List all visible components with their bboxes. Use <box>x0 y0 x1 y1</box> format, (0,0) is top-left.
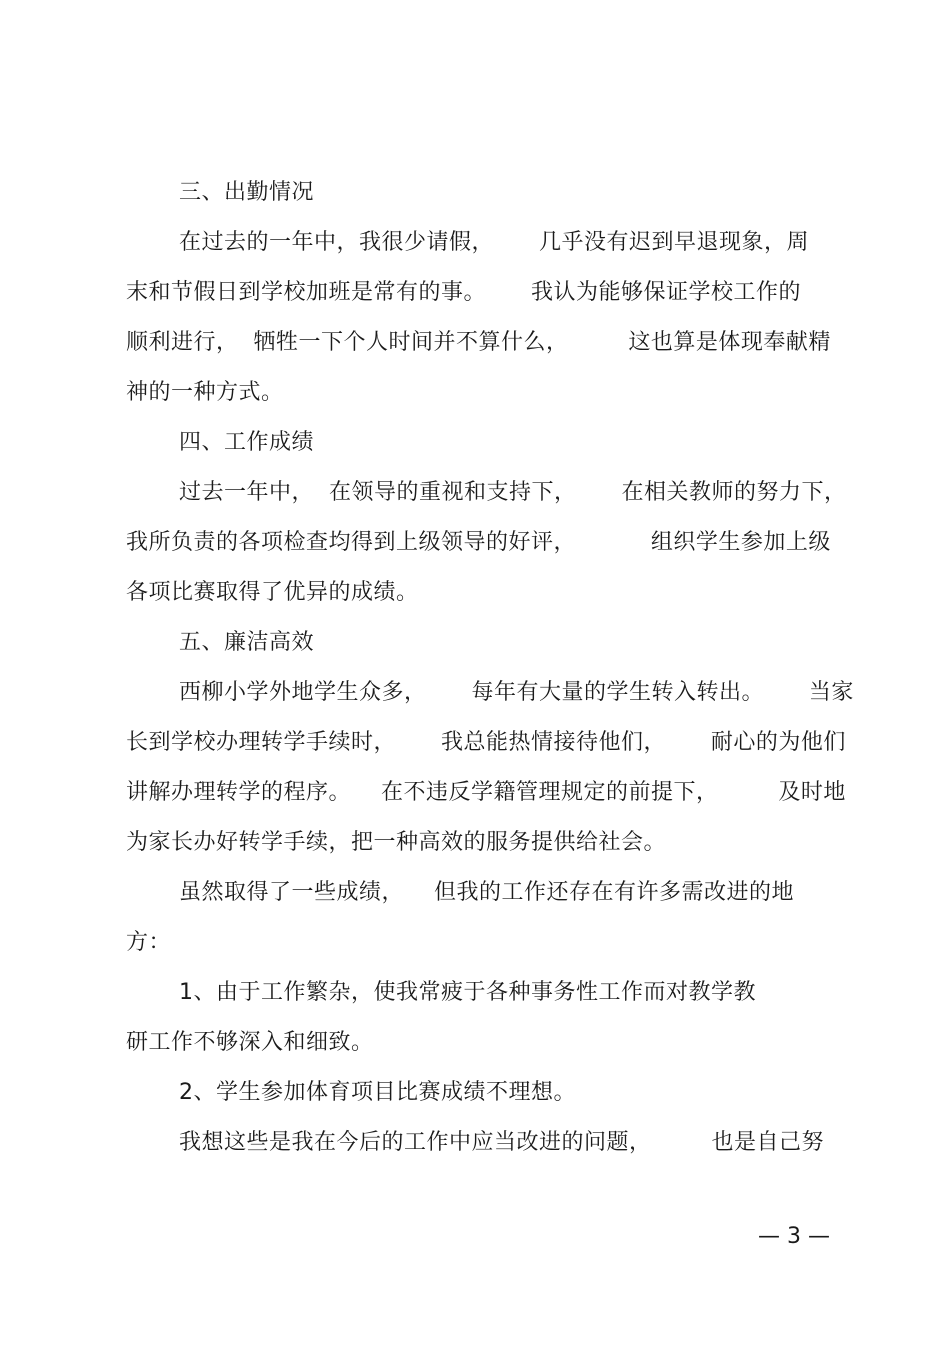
paragraph-line: 我所负责的各项检查均得到上级领导的好评， 组织学生参加上级 <box>126 530 831 555</box>
paragraph-line: 为家长办好转学手续，把一种高效的服务提供给社会。 <box>126 830 667 855</box>
section-heading: 四、工作成绩 <box>179 430 315 455</box>
paragraph-line: 长到学校办理转学手续时， 我总能热情接待他们， 耐心的为他们 <box>126 730 846 755</box>
page-number: — 3 — <box>758 1224 830 1249</box>
paragraph-line: 西柳小学外地学生众多， 每年有大量的学生转入转出。 当家 <box>179 680 854 705</box>
paragraph-line: 神的一种方式。 <box>126 380 284 405</box>
list-item-continuation: 研工作不够深入和细致。 <box>126 1030 374 1055</box>
paragraph-line: 各项比赛取得了优异的成绩。 <box>126 580 419 605</box>
list-item: 1、由于工作繁杂，使我常疲于各种事务性工作而对教学教 <box>179 980 756 1005</box>
section-heading: 三、出勤情况 <box>179 180 315 205</box>
paragraph-line: 我想这些是我在今后的工作中应当改进的问题， 也是自己努 <box>179 1130 824 1155</box>
section-heading: 五、廉洁高效 <box>179 630 315 655</box>
paragraph-line: 末和节假日到学校加班是常有的事。 我认为能够保证学校工作的 <box>126 280 801 305</box>
paragraph-line: 方： <box>126 930 172 955</box>
paragraph-line: 过去一年中， 在领导的重视和支持下， 在相关教师的努力下， <box>179 480 847 505</box>
paragraph-line: 顺利进行， 牺牲一下个人时间并不算什么， 这也算是体现奉献精 <box>126 330 831 355</box>
list-item: 2、学生参加体育项目比赛成绩不理想。 <box>179 1080 576 1105</box>
paragraph-line: 在过去的一年中，我很少请假， 几乎没有迟到早退现象，周 <box>179 230 809 255</box>
paragraph-line: 讲解办理转学的程序。 在不违反学籍管理规定的前提下， 及时地 <box>126 780 846 805</box>
paragraph-line: 虽然取得了一些成绩， 但我的工作还存在有许多需改进的地 <box>179 880 794 905</box>
